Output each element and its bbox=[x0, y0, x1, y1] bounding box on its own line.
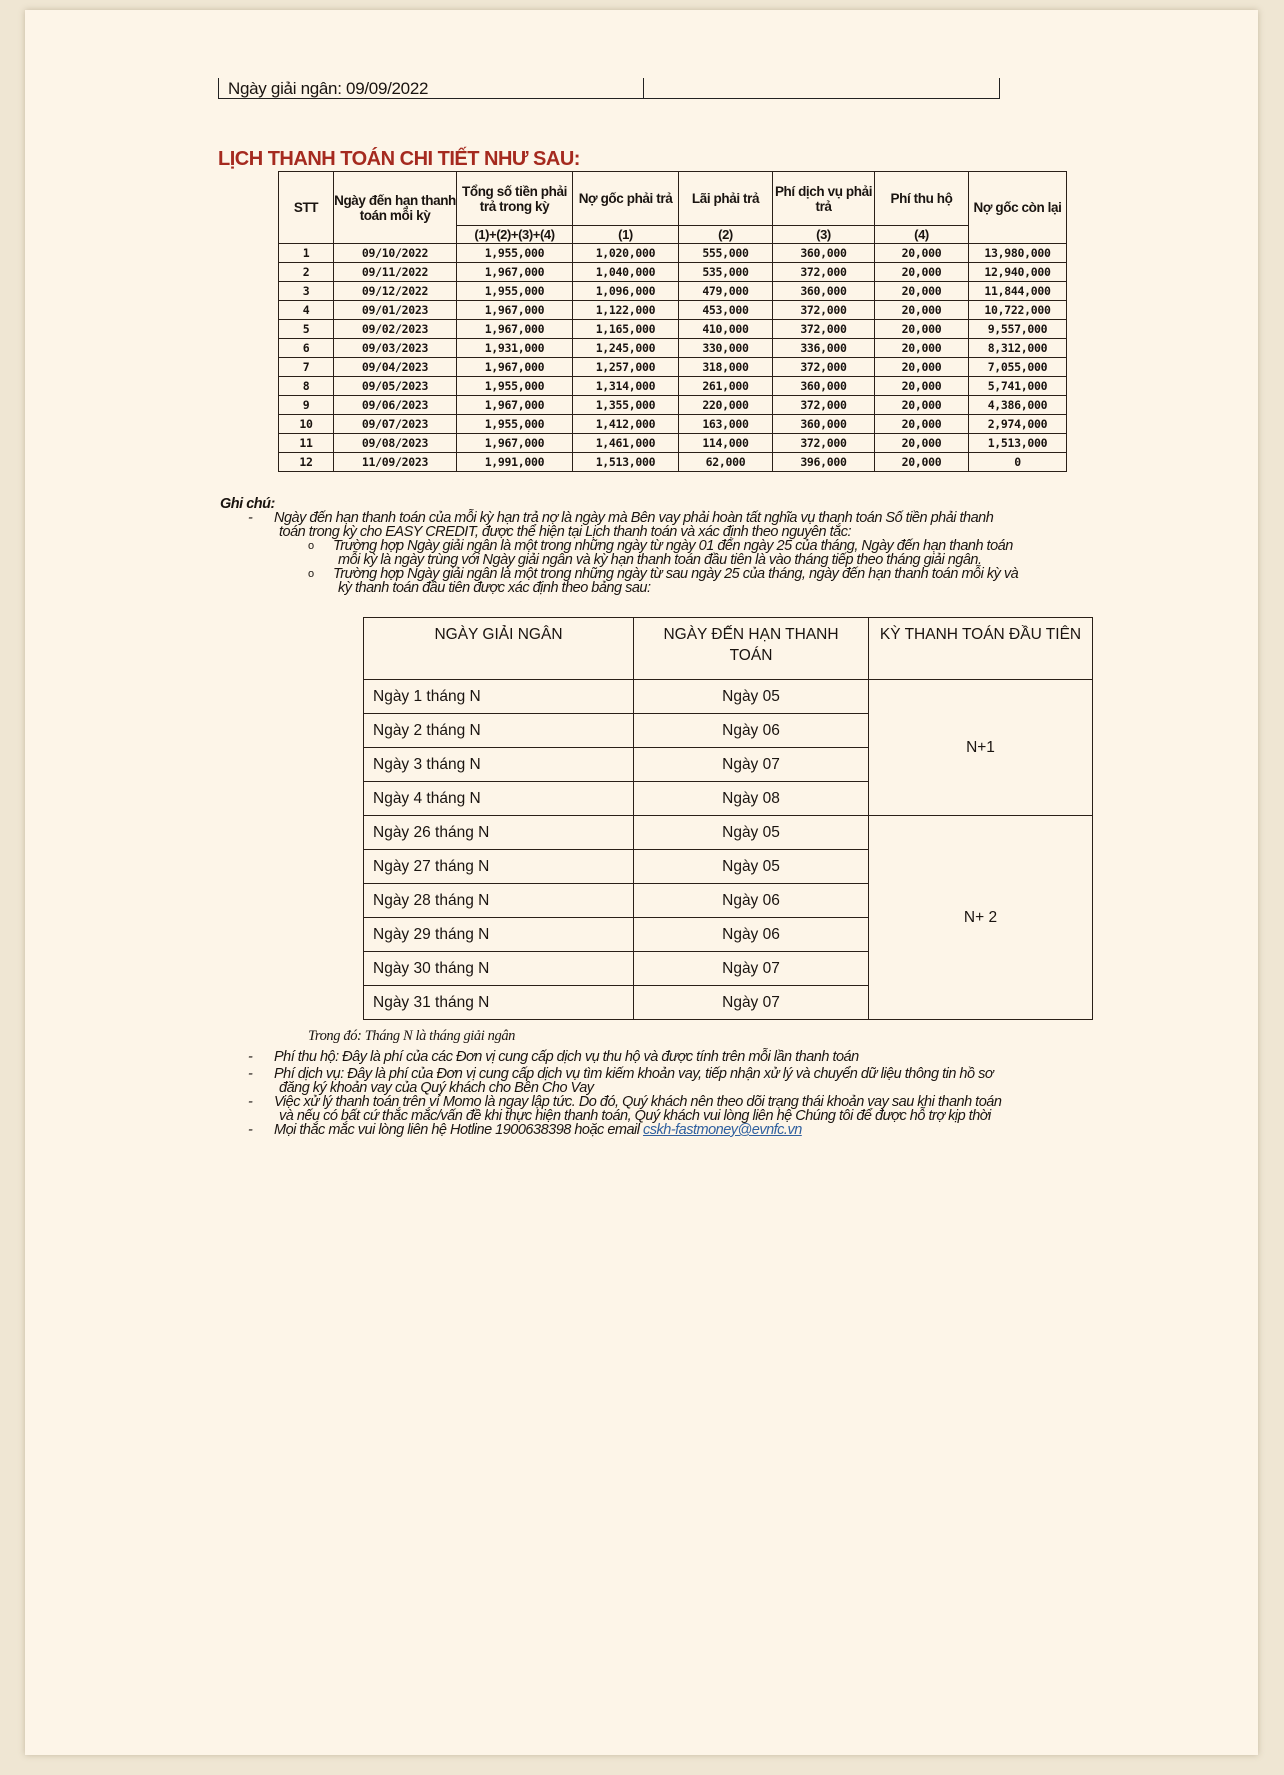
cell-total: 1,967,000 bbox=[457, 434, 573, 453]
cell-service-fee: 360,000 bbox=[773, 244, 875, 263]
note-momo bbox=[220, 1095, 1120, 1123]
cell-stt: 8 bbox=[279, 377, 334, 396]
notes-section bbox=[220, 497, 1120, 595]
cell-principal: 1,122,000 bbox=[573, 301, 679, 320]
cell-due-day: Ngày 06 bbox=[634, 714, 869, 748]
rules-row bbox=[364, 680, 1093, 714]
cell-remaining: 2,974,000 bbox=[969, 415, 1067, 434]
note-service-fee bbox=[220, 1067, 1120, 1095]
cell-service-fee: 360,000 bbox=[773, 415, 875, 434]
cell-due-date: 09/07/2023 bbox=[334, 415, 457, 434]
rules-row bbox=[364, 816, 1093, 850]
cell-service-fee: 372,000 bbox=[773, 320, 875, 339]
cell-stt: 1 bbox=[279, 244, 334, 263]
dash-marker: - bbox=[248, 1066, 253, 1082]
cell-due-date: 09/04/2023 bbox=[334, 358, 457, 377]
cell-total: 1,931,000 bbox=[457, 339, 573, 358]
note-text: Việc xử lý thanh toán trên ví Momo là ngay lập tức. Do đó, Quý khách nên theo dõi trạng thái khoản vay sau khi thanh toán bbox=[274, 1094, 1002, 1110]
cell-due-date: 09/12/2022 bbox=[334, 282, 457, 301]
cell-disbursement-day: Ngày 2 tháng N bbox=[364, 714, 634, 748]
schedule-row bbox=[279, 301, 1067, 320]
cell-due-day: Ngày 08 bbox=[634, 782, 869, 816]
header-divider bbox=[643, 78, 644, 98]
dash-marker: - bbox=[248, 1094, 253, 1110]
col-header-principal: Nợ gốc phải trả bbox=[573, 172, 679, 226]
cell-due-day: Ngày 06 bbox=[634, 884, 869, 918]
cell-collection-fee: 20,000 bbox=[875, 339, 969, 358]
circle-bullet-icon: o bbox=[308, 540, 314, 552]
rules-footnote: Trong đó: Tháng N là tháng giải ngân bbox=[308, 1028, 516, 1044]
cell-due-day: Ngày 07 bbox=[634, 952, 869, 986]
cell-service-fee: 336,000 bbox=[773, 339, 875, 358]
cell-due-date: 09/02/2023 bbox=[334, 320, 457, 339]
note-text bbox=[274, 1123, 1120, 1137]
cell-interest: 479,000 bbox=[679, 282, 773, 301]
cell-principal: 1,513,000 bbox=[573, 453, 679, 472]
cell-stt: 7 bbox=[279, 358, 334, 377]
note-text: Trường hợp Ngày giải ngân là một trong những ngày từ sau ngày 25 của tháng, ngày đến hạn thanh toán mỗi kỳ và bbox=[333, 566, 1019, 582]
note-collection-fee bbox=[220, 1050, 1120, 1064]
col-sub-total: (1)+(2)+(3)+(4) bbox=[457, 226, 573, 244]
col-header-stt: STT bbox=[279, 172, 334, 244]
cell-interest: 220,000 bbox=[679, 396, 773, 415]
rules-header-first-period: KỲ THANH TOÁN ĐẦU TIÊN bbox=[869, 618, 1093, 680]
cell-due-day: Ngày 05 bbox=[634, 816, 869, 850]
cell-remaining: 13,980,000 bbox=[969, 244, 1067, 263]
cell-collection-fee: 20,000 bbox=[875, 396, 969, 415]
cell-stt: 2 bbox=[279, 263, 334, 282]
cell-collection-fee: 20,000 bbox=[875, 415, 969, 434]
schedule-row bbox=[279, 339, 1067, 358]
cell-remaining: 1,513,000 bbox=[969, 434, 1067, 453]
cell-service-fee: 372,000 bbox=[773, 358, 875, 377]
col-sub-collection-fee: (4) bbox=[875, 226, 969, 244]
note-text: đăng ký khoản vay của Quý khách cho Bên Cho Vay bbox=[279, 1080, 594, 1096]
col-header-due-date: Ngày đến hạn thanh toán mỗi kỳ bbox=[334, 172, 457, 244]
cell-remaining: 7,055,000 bbox=[969, 358, 1067, 377]
cell-due-day: Ngày 07 bbox=[634, 748, 869, 782]
col-header-collection-fee: Phí thu hộ bbox=[875, 172, 969, 226]
rules-header-due-date: NGÀY ĐẾN HẠN THANH TOÁN bbox=[634, 618, 869, 680]
cell-interest: 555,000 bbox=[679, 244, 773, 263]
cell-principal: 1,020,000 bbox=[573, 244, 679, 263]
dash-marker: - bbox=[248, 1049, 253, 1065]
cell-disbursement-day: Ngày 30 tháng N bbox=[364, 952, 634, 986]
cell-total: 1,955,000 bbox=[457, 244, 573, 263]
disbursement-header-box bbox=[218, 78, 1000, 99]
cell-collection-fee: 20,000 bbox=[875, 263, 969, 282]
note-text: Phí thu hộ: Đây là phí của các Đơn vị cung cấp dịch vụ thu hộ và được tính trên mỗi lần thanh toán bbox=[274, 1049, 859, 1065]
cell-disbursement-day: Ngày 28 tháng N bbox=[364, 884, 634, 918]
cell-principal: 1,314,000 bbox=[573, 377, 679, 396]
contact-text: Mọi thắc mắc vui lòng liên hệ Hotline 1900638398 hoặc email bbox=[274, 1122, 643, 1138]
cell-service-fee: 360,000 bbox=[773, 377, 875, 396]
cell-remaining: 12,940,000 bbox=[969, 263, 1067, 282]
schedule-row bbox=[279, 282, 1067, 301]
cell-service-fee: 372,000 bbox=[773, 301, 875, 320]
dash-marker: - bbox=[248, 1122, 253, 1138]
cell-due-day: Ngày 05 bbox=[634, 850, 869, 884]
col-header-total: Tổng số tiền phải trả trong kỳ bbox=[457, 172, 573, 226]
cell-interest: 453,000 bbox=[679, 301, 773, 320]
cell-collection-fee: 20,000 bbox=[875, 453, 969, 472]
cell-due-date: 09/01/2023 bbox=[334, 301, 457, 320]
cell-collection-fee: 20,000 bbox=[875, 320, 969, 339]
col-sub-service-fee: (3) bbox=[773, 226, 875, 244]
notes-heading: Ghi chú: bbox=[220, 496, 275, 512]
cell-first-period: N+ 2 bbox=[869, 816, 1093, 1020]
dash-marker: - bbox=[248, 510, 253, 526]
cell-interest: 535,000 bbox=[679, 263, 773, 282]
fee-notes-section bbox=[220, 1050, 1120, 1137]
cell-total: 1,967,000 bbox=[457, 263, 573, 282]
cell-due-date: 09/10/2022 bbox=[334, 244, 457, 263]
cell-service-fee: 360,000 bbox=[773, 282, 875, 301]
cell-interest: 163,000 bbox=[679, 415, 773, 434]
cell-total: 1,955,000 bbox=[457, 282, 573, 301]
cell-first-period: N+1 bbox=[869, 680, 1093, 816]
cell-principal: 1,257,000 bbox=[573, 358, 679, 377]
cell-due-date: 09/11/2022 bbox=[334, 263, 457, 282]
cell-principal: 1,412,000 bbox=[573, 415, 679, 434]
rules-header-disbursement: NGÀY GIẢI NGÂN bbox=[364, 618, 634, 680]
cell-stt: 11 bbox=[279, 434, 334, 453]
cell-total: 1,967,000 bbox=[457, 358, 573, 377]
cell-principal: 1,165,000 bbox=[573, 320, 679, 339]
cell-collection-fee: 20,000 bbox=[875, 282, 969, 301]
cell-stt: 9 bbox=[279, 396, 334, 415]
schedule-title: LỊCH THANH TOÁN CHI TIẾT NHƯ SAU: bbox=[218, 148, 580, 170]
cell-principal: 1,245,000 bbox=[573, 339, 679, 358]
cell-total: 1,991,000 bbox=[457, 453, 573, 472]
note-text: kỳ thanh toán đầu tiên được xác định theo bảng sau: bbox=[338, 580, 651, 596]
cell-remaining: 4,386,000 bbox=[969, 396, 1067, 415]
cell-remaining: 8,312,000 bbox=[969, 339, 1067, 358]
schedule-row bbox=[279, 320, 1067, 339]
cell-interest: 330,000 bbox=[679, 339, 773, 358]
cell-collection-fee: 20,000 bbox=[875, 434, 969, 453]
cell-disbursement-day: Ngày 1 tháng N bbox=[364, 680, 634, 714]
col-header-service-fee: Phí dịch vụ phải trả bbox=[773, 172, 875, 226]
document-page bbox=[25, 10, 1258, 1755]
note-contact bbox=[220, 1123, 1120, 1137]
cell-stt: 5 bbox=[279, 320, 334, 339]
note-text: Trường hợp Ngày giải ngân là một trong những ngày từ ngày 01 đến ngày 25 của tháng, Ngày đến hạn thanh toán bbox=[333, 538, 1013, 554]
cell-interest: 261,000 bbox=[679, 377, 773, 396]
cell-stt: 10 bbox=[279, 415, 334, 434]
schedule-row bbox=[279, 396, 1067, 415]
cell-due-date: 09/03/2023 bbox=[334, 339, 457, 358]
cell-interest: 410,000 bbox=[679, 320, 773, 339]
schedule-row bbox=[279, 453, 1067, 472]
cell-due-date: 09/06/2023 bbox=[334, 396, 457, 415]
cell-due-date: 09/08/2023 bbox=[334, 434, 457, 453]
col-header-remaining: Nợ gốc còn lại bbox=[969, 172, 1067, 244]
cell-due-day: Ngày 06 bbox=[634, 918, 869, 952]
cell-disbursement-day: Ngày 3 tháng N bbox=[364, 748, 634, 782]
note-text: và nếu có bất cứ thắc mắc/vấn đề khi thực hiện thanh toán, Quý khách vui lòng liên hệ Chúng tôi để được hỗ trợ kịp thời bbox=[279, 1108, 991, 1124]
rules-body bbox=[364, 680, 1093, 1020]
cell-collection-fee: 20,000 bbox=[875, 301, 969, 320]
cell-due-day: Ngày 05 bbox=[634, 680, 869, 714]
cell-service-fee: 396,000 bbox=[773, 453, 875, 472]
cell-total: 1,967,000 bbox=[457, 396, 573, 415]
cell-disbursement-day: Ngày 26 tháng N bbox=[364, 816, 634, 850]
cell-total: 1,955,000 bbox=[457, 415, 573, 434]
cell-due-day: Ngày 07 bbox=[634, 986, 869, 1020]
note-text: Phí dịch vụ: Đây là phí của Đơn vị cung cấp dịch vụ tìm kiếm khoản vay, tiếp nhận xử lý và chuyển dữ liệu thông tin hồ sơ bbox=[274, 1066, 994, 1082]
cell-stt: 12 bbox=[279, 453, 334, 472]
cell-stt: 6 bbox=[279, 339, 334, 358]
schedule-row bbox=[279, 434, 1067, 453]
note-case-1-25 bbox=[220, 539, 1120, 567]
cell-disbursement-day: Ngày 29 tháng N bbox=[364, 918, 634, 952]
cell-total: 1,955,000 bbox=[457, 377, 573, 396]
schedule-row bbox=[279, 244, 1067, 263]
cell-principal: 1,096,000 bbox=[573, 282, 679, 301]
cell-due-date: 09/05/2023 bbox=[334, 377, 457, 396]
cell-interest: 318,000 bbox=[679, 358, 773, 377]
due-date-rules-table bbox=[363, 617, 1093, 1020]
cell-interest: 62,000 bbox=[679, 453, 773, 472]
cell-interest: 114,000 bbox=[679, 434, 773, 453]
schedule-row bbox=[279, 263, 1067, 282]
cell-disbursement-day: Ngày 31 tháng N bbox=[364, 986, 634, 1020]
contact-email-link[interactable]: cskh-fastmoney@evnfc.vn bbox=[643, 1122, 802, 1138]
schedule-body bbox=[279, 244, 1067, 472]
cell-total: 1,967,000 bbox=[457, 301, 573, 320]
note-case-after-25 bbox=[220, 567, 1120, 595]
cell-collection-fee: 20,000 bbox=[875, 244, 969, 263]
cell-principal: 1,040,000 bbox=[573, 263, 679, 282]
schedule-row bbox=[279, 415, 1067, 434]
note-text: toán trong kỳ cho EASY CREDIT, được thể hiện tại Lịch thanh toán và xác định theo nguyên tắc: bbox=[279, 524, 851, 540]
cell-remaining: 9,557,000 bbox=[969, 320, 1067, 339]
cell-service-fee: 372,000 bbox=[773, 396, 875, 415]
note-text: Ngày đến hạn thanh toán của mỗi kỳ hạn trả nợ là ngày mà Bên vay phải hoàn tất nghĩa vụ thanh toán Số tiền phải thanh bbox=[274, 510, 994, 526]
cell-remaining: 0 bbox=[969, 453, 1067, 472]
cell-total: 1,967,000 bbox=[457, 320, 573, 339]
payment-schedule-table bbox=[278, 171, 1067, 472]
cell-service-fee: 372,000 bbox=[773, 434, 875, 453]
schedule-row bbox=[279, 377, 1067, 396]
cell-disbursement-day: Ngày 4 tháng N bbox=[364, 782, 634, 816]
col-sub-interest: (2) bbox=[679, 226, 773, 244]
col-sub-principal: (1) bbox=[573, 226, 679, 244]
circle-bullet-icon: o bbox=[308, 568, 314, 580]
cell-remaining: 10,722,000 bbox=[969, 301, 1067, 320]
cell-service-fee: 372,000 bbox=[773, 263, 875, 282]
cell-disbursement-day: Ngày 27 tháng N bbox=[364, 850, 634, 884]
cell-remaining: 5,741,000 bbox=[969, 377, 1067, 396]
cell-due-date: 11/09/2023 bbox=[334, 453, 457, 472]
note-due-date bbox=[220, 511, 1120, 539]
cell-stt: 3 bbox=[279, 282, 334, 301]
col-header-interest: Lãi phải trả bbox=[679, 172, 773, 226]
schedule-row bbox=[279, 358, 1067, 377]
cell-principal: 1,355,000 bbox=[573, 396, 679, 415]
cell-collection-fee: 20,000 bbox=[875, 358, 969, 377]
disbursement-date: Ngày giải ngân: 09/09/2022 bbox=[228, 79, 429, 98]
cell-principal: 1,461,000 bbox=[573, 434, 679, 453]
cell-remaining: 11,844,000 bbox=[969, 282, 1067, 301]
note-text: mỗi kỳ là ngày trùng với Ngày giải ngân và kỳ hạn thanh toán đầu tiên là vào tháng tiếp theo tháng giải ngân. bbox=[338, 552, 982, 568]
cell-stt: 4 bbox=[279, 301, 334, 320]
cell-collection-fee: 20,000 bbox=[875, 377, 969, 396]
